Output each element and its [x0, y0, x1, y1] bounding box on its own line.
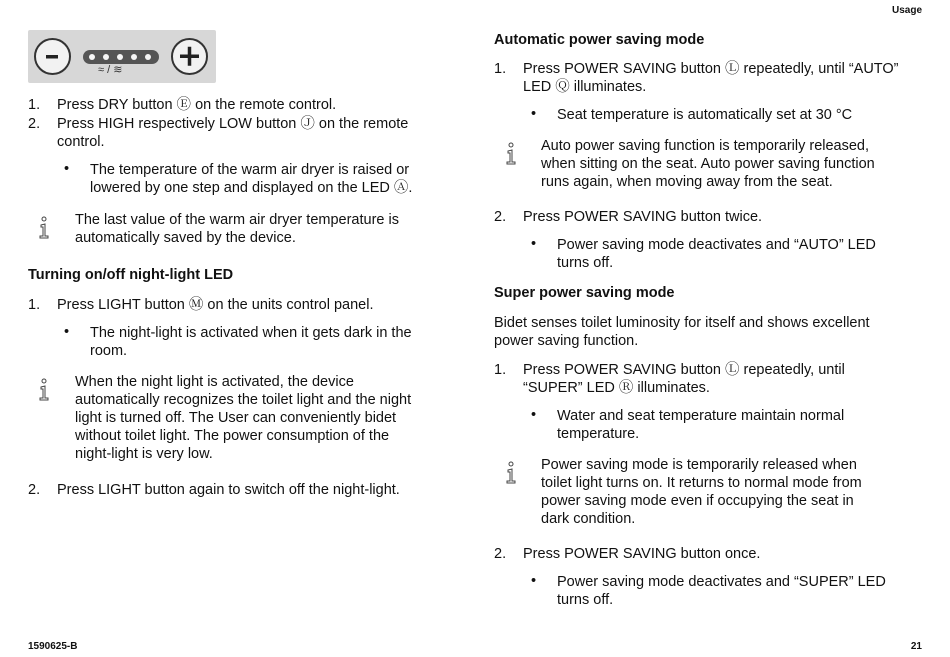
auto-note-line1: Auto power saving function is temporarily released,	[541, 138, 870, 154]
super-step-1-line2: “SUPER” LED Ⓡ illuminates.	[523, 380, 710, 396]
led-indicator-bar	[83, 50, 159, 64]
bullet-icon: •	[531, 236, 537, 252]
dry-step-1-number: 1.	[28, 97, 41, 113]
super-note-line2: toilet light turns on. It returns to normal mode from	[541, 475, 862, 491]
night-note-line5: night-light is very low.	[75, 446, 213, 462]
info-icon	[38, 378, 50, 402]
super-heading: Super power saving mode	[494, 285, 675, 301]
super-bullet-1-line1: Water and seat temperature maintain normal	[557, 408, 845, 424]
auto-step-1-line2: LED Ⓠ illuminates.	[523, 79, 647, 95]
night-note-line1: When the night light is activated, the device	[75, 374, 354, 390]
super-step-1-number: 1.	[494, 362, 507, 378]
bullet-icon: •	[531, 106, 537, 122]
info-icon	[38, 216, 50, 240]
bullet-icon: •	[531, 573, 537, 589]
night-step-2-number: 2.	[28, 482, 41, 498]
super-step-2-number: 2.	[494, 546, 507, 562]
night-step-2: Press LIGHT button again to switch off the night-light.	[57, 482, 400, 498]
bullet-icon: •	[64, 161, 70, 177]
dry-bullet-line2: lowered by one step and displayed on the LED Ⓐ.	[90, 180, 413, 196]
night-step-1-number: 1.	[28, 297, 41, 313]
dry-step-2-line2: control.	[57, 134, 105, 150]
night-bullet-line1: The night-light is activated when it gets dark in the	[90, 325, 412, 341]
auto-bullet-2-line2: turns off.	[557, 255, 614, 271]
auto-step-2-number: 2.	[494, 209, 507, 225]
super-intro-line1: Bidet senses toilet luminosity for itself and shows excellent	[494, 315, 870, 331]
night-note-line4: without toilet light. The power consumption of the	[75, 428, 390, 444]
dry-note-line2: automatically saved by the device.	[75, 230, 296, 246]
bullet-icon: •	[531, 407, 537, 423]
super-note-line1: Power saving mode is temporarily released when	[541, 457, 857, 473]
night-bullet-line2: room.	[90, 343, 128, 359]
super-bullet-2-line2: turns off.	[557, 592, 614, 608]
dry-note-line1: The last value of the warm air dryer temperature is	[75, 212, 399, 228]
super-note-line3: power saving mode even if occupying the seat in	[541, 493, 854, 509]
auto-step-1-number: 1.	[494, 61, 507, 77]
info-icon	[505, 461, 517, 485]
super-bullet-1-line2: temperature.	[557, 426, 640, 442]
super-intro-line2: power saving function.	[494, 333, 639, 349]
info-icon	[505, 142, 517, 166]
night-note-line2: automatically recognizes the toilet light and the night	[75, 392, 412, 408]
dry-step-1: Press DRY button Ⓔ on the remote control.	[57, 97, 337, 113]
page-number: 21	[910, 641, 922, 652]
night-note-line3: light is turned off. The User can conveniently bidet	[75, 410, 397, 426]
auto-heading: Automatic power saving mode	[494, 32, 705, 48]
night-light-heading: Turning on/off night-light LED	[28, 267, 234, 283]
auto-step-1-line1: Press POWER SAVING button Ⓛ repeatedly, until “AUTO”	[523, 61, 899, 77]
dry-step-2-number: 2.	[28, 116, 41, 132]
auto-bullet-2-line1: Power saving mode deactivates and “AUTO” LED	[557, 237, 876, 253]
dry-step-2-line1: Press HIGH respectively LOW button Ⓙ on the remote	[57, 116, 409, 132]
super-step-1-line1: Press POWER SAVING button Ⓛ repeatedly, until	[523, 362, 845, 378]
bullet-icon: •	[64, 324, 70, 340]
auto-step-2: Press POWER SAVING button twice.	[523, 209, 763, 225]
auto-note-line3: runs again, when moving away from the seat.	[541, 174, 833, 190]
night-step-1: Press LIGHT button Ⓜ on the units control panel.	[57, 297, 374, 313]
super-step-2: Press POWER SAVING button once.	[523, 546, 761, 562]
minus-button-graphic	[34, 38, 71, 75]
control-panel-illustration	[28, 30, 216, 83]
section-header: Usage	[891, 5, 922, 16]
super-bullet-2-line1: Power saving mode deactivates and “SUPER” LED	[557, 574, 886, 590]
super-note-line4: dark condition.	[541, 511, 636, 527]
dryer-icon: ≈ / ≋	[98, 64, 123, 76]
auto-bullet-1: Seat temperature is automatically set at 30 °C	[557, 107, 853, 123]
document-code: 1590625-B	[28, 641, 78, 652]
plus-button-graphic	[171, 38, 208, 75]
auto-note-line2: when sitting on the seat. Auto power saving function	[541, 156, 875, 172]
dry-bullet-line1: The temperature of the warm air dryer is raised or	[90, 162, 410, 178]
